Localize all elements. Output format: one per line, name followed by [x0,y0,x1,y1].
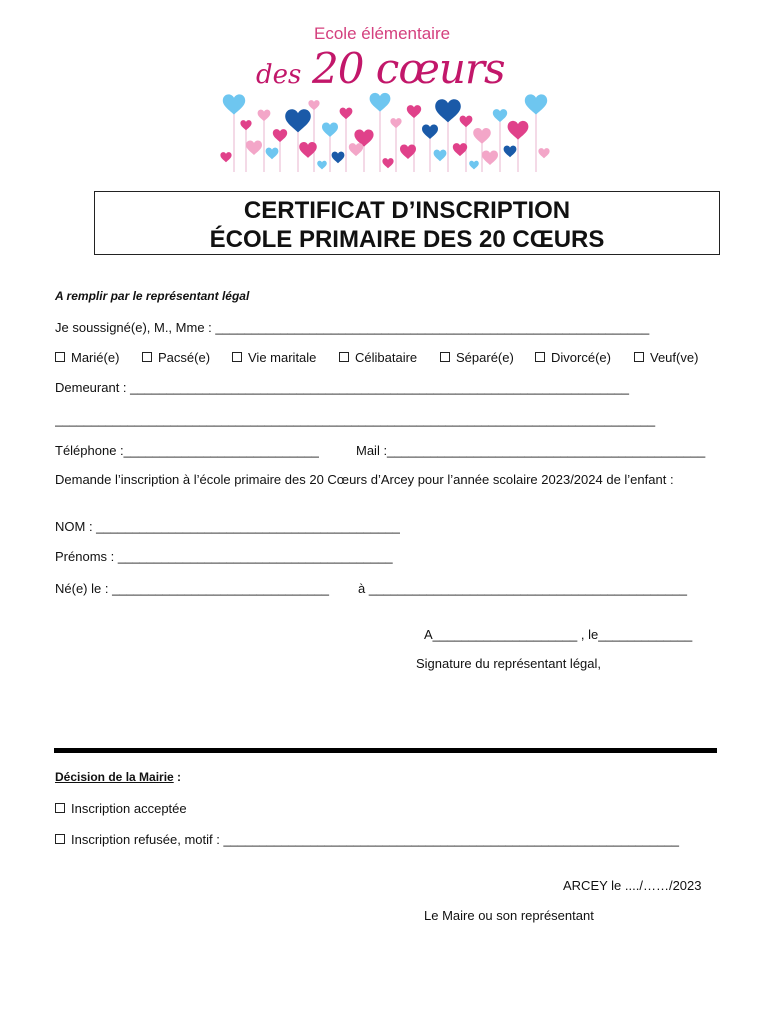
checkbox-icon[interactable] [142,352,152,362]
phone-field[interactable]: Téléphone :___________________________ [55,443,319,458]
heart-icon [422,125,438,139]
birthdate-field[interactable]: Né(e) le : ______________________________ [55,581,329,596]
heart-icon [460,116,473,128]
signature-label: Signature du représentant légal, [416,656,602,671]
heart-icon [493,109,507,122]
mail-field[interactable]: Mail :____________________________________________ [356,443,706,458]
certificate-title-line2: ÉCOLE PRIMAIRE DES 20 CŒURS [209,226,605,253]
marital-option-cohabiting[interactable]: Vie maritale [232,350,316,365]
address-field-line1[interactable]: Demeurant : _____________________________________________________________________ [55,380,630,395]
heart-icon [223,94,245,114]
arcey-date-line: ARCEY le ..../……/2023 [563,878,702,893]
mairie-heading: Décision de la Mairie : [55,770,182,784]
marital-option-pacsed[interactable]: Pacsé(e) [142,350,210,365]
heart-icon [453,143,467,156]
certificate-title-line1: CERTIFICAT D’INSCRIPTION [243,197,571,224]
heart-icon [349,143,363,156]
heart-icon [317,161,327,170]
heart-icon [407,105,421,118]
address-field-line2[interactable]: ___________________________________________________________________________________ [55,412,656,427]
logo-des: des [256,60,302,90]
heart-icon [434,150,447,162]
heart-icon [382,158,393,168]
heart-icon [370,93,391,112]
logo-line1: Ecole élémentaire [314,24,451,43]
legal-rep-heading: A remplir par le représentant légal [55,289,250,303]
heart-icon [390,118,401,128]
checkbox-icon[interactable] [339,352,349,362]
nom-field[interactable]: NOM : __________________________________________ [55,519,400,534]
checkbox-icon[interactable] [535,352,545,362]
checkbox-icon[interactable] [55,834,65,844]
school-logo [218,20,552,172]
checkbox-icon[interactable] [634,352,644,362]
heart-icon [220,152,231,162]
heart-icon [240,120,251,130]
heart-icon [266,148,279,160]
checkbox-icon[interactable] [55,352,65,362]
heart-icon [525,94,547,114]
heart-icon [435,99,461,122]
prenoms-field[interactable]: Prénoms : ______________________________________ [55,549,393,564]
request-paragraph: Demande l’inscription à l’école primaire des 20 Cœurs d’Arcey pour l’année scolaire 2023/2024 de l’enfant : [55,472,674,487]
logo-name: 20 cœurs [312,44,505,93]
section-divider [54,748,717,753]
heart-icon [332,152,345,164]
heart-icon [308,100,319,110]
inscription-accepted-option[interactable]: Inscription acceptée [55,801,187,816]
undersigned-field[interactable]: Je soussigné(e), M., Mme : ____________________________________________________________ [55,320,650,335]
heart-icon [258,110,271,122]
marital-option-married[interactable]: Marié(e) [55,350,119,365]
place-date-field[interactable]: A____________________ , le_____________ [424,627,693,642]
heart-icon [504,146,517,158]
heart-icon [508,121,529,140]
heart-icon [473,128,491,144]
checkbox-icon[interactable] [232,352,242,362]
checkbox-icon[interactable] [440,352,450,362]
heart-icon [340,108,353,120]
heart-icon [273,129,287,142]
heart-icon [469,161,479,170]
inscription-refused-option[interactable]: Inscription refusée, motif : _______________________________________________________________ [55,832,679,847]
mayor-label: Le Maire ou son représentant [424,908,594,923]
birthplace-field[interactable]: à ____________________________________________ [358,581,687,596]
heart-icon [246,141,262,155]
heart-icon [285,109,311,132]
certificate-title-box [94,191,720,255]
marital-option-widowed[interactable]: Veuf(ve) [634,350,698,365]
heart-icon [538,148,549,158]
checkbox-icon[interactable] [55,803,65,813]
heart-icon [322,123,338,137]
marital-option-single[interactable]: Célibataire [339,350,417,365]
heart-icon [482,151,498,165]
hearts-decoration-icon [218,86,552,172]
marital-option-divorced[interactable]: Divorcé(e) [535,350,611,365]
marital-option-separated[interactable]: Séparé(e) [440,350,514,365]
